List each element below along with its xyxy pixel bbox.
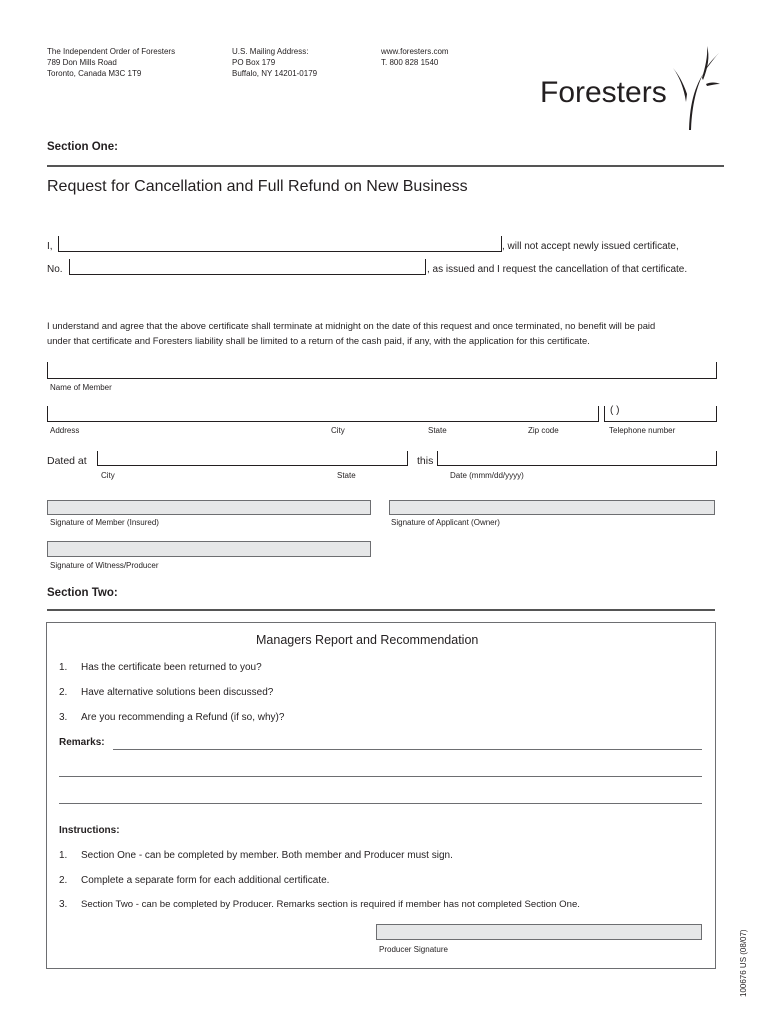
applicant-signature-label: Signature of Applicant (Owner) (391, 518, 500, 527)
instructions-label: Instructions: (59, 825, 120, 836)
witness-signature-field[interactable] (47, 541, 371, 557)
i-suffix: , will not accept newly issued certificate, (502, 241, 679, 252)
dated-at-label: Dated at (47, 455, 87, 467)
member-signature-label: Signature of Member (Insured) (50, 518, 159, 527)
address-label: Address (50, 426, 80, 435)
this-label: this (417, 455, 434, 467)
managers-report-panel (46, 622, 716, 969)
address-field[interactable] (47, 406, 599, 422)
instruction-3-number: 3. (59, 899, 68, 910)
question-1-text: Has the certificate been returned to you? (81, 662, 262, 673)
remarks-line-1[interactable] (113, 749, 702, 750)
telephone-field[interactable] (604, 406, 717, 422)
contact-info (381, 46, 449, 68)
foresters-logo-icon (672, 44, 722, 132)
remarks-label: Remarks: (59, 737, 105, 748)
remarks-line-3[interactable] (59, 803, 702, 804)
org-address (47, 46, 175, 79)
org-name: The Independent Order of Foresters (47, 47, 176, 56)
mailing-pobox: PO Box 179 (232, 58, 276, 67)
member-name-field[interactable] (58, 236, 502, 252)
name-of-member-label: Name of Member (50, 383, 112, 392)
producer-signature-field[interactable] (376, 924, 702, 940)
member-signature-field[interactable] (47, 500, 371, 515)
date-format-label: Date (mmm/dd/yyyy) (450, 471, 524, 480)
mailing-address (232, 46, 317, 79)
website: www.foresters.com (381, 47, 449, 56)
name-of-member-field[interactable] (47, 362, 717, 379)
city-label: City (331, 426, 345, 435)
page-title: Request for Cancellation and Full Refund on New Business (47, 178, 468, 195)
instruction-1-text: Section One - can be completed by member. Both member and Producer must sign. (81, 850, 453, 861)
section-two-divider (47, 609, 715, 611)
form-code: 100676 US (08/07) (739, 929, 748, 997)
telephone-label: Telephone number (609, 426, 676, 435)
applicant-signature-field[interactable] (389, 500, 715, 515)
phone-area-code: ( ) (610, 405, 620, 416)
section-two-label: Section Two: (47, 587, 118, 599)
mailing-label: U.S. Mailing Address: (232, 47, 309, 56)
logo-wordmark: Foresters (540, 76, 667, 109)
zip-label: Zip code (528, 426, 559, 435)
dated-state-label: State (337, 471, 356, 480)
instruction-2-number: 2. (59, 875, 68, 886)
state-label: State (428, 426, 447, 435)
remarks-line-2[interactable] (59, 776, 702, 777)
agreement-line-1: I understand and agree that the above certificate shall terminate at midnight on the date of this request and once terminated, no benefit will be paid (47, 320, 656, 331)
question-3-number: 3. (59, 712, 68, 723)
dated-city-label: City (101, 471, 115, 480)
dated-at-field[interactable] (97, 451, 408, 466)
date-field[interactable] (437, 451, 717, 466)
no-suffix: , as issued and I request the cancellation of that certificate. (427, 264, 688, 275)
section-one-divider (47, 165, 724, 167)
certificate-number-field[interactable] (69, 259, 426, 275)
agreement-line-2: under that certificate and Foresters liability shall be limited to a return of the cash paid, if any, with the application for this certificate. (47, 335, 590, 346)
witness-signature-label: Signature of Witness/Producer (50, 561, 159, 570)
mailing-city: Buffalo, NY 14201-0179 (232, 69, 318, 78)
instruction-3-text: Section Two - can be completed by Producer. Remarks section is required if member has not completed Section One. (81, 899, 580, 910)
producer-signature-label: Producer Signature (379, 945, 448, 954)
no-prefix: No. (47, 264, 63, 275)
question-1-number: 1. (59, 662, 68, 673)
instruction-1-number: 1. (59, 850, 68, 861)
section-one-label: Section One: (47, 141, 118, 153)
managers-report-title: Managers Report and Recommendation (256, 633, 479, 647)
instruction-2-text: Complete a separate form for each additional certificate. (81, 875, 330, 886)
question-2-number: 2. (59, 687, 68, 698)
phone: T. 800 828 1540 (381, 58, 439, 67)
i-prefix: I, (47, 241, 53, 252)
question-3-text: Are you recommending a Refund (if so, why)? (81, 712, 285, 723)
org-street: 789 Don Mills Road (47, 58, 117, 67)
org-city: Toronto, Canada M3C 1T9 (47, 69, 142, 78)
question-2-text: Have alternative solutions been discussed? (81, 687, 274, 698)
